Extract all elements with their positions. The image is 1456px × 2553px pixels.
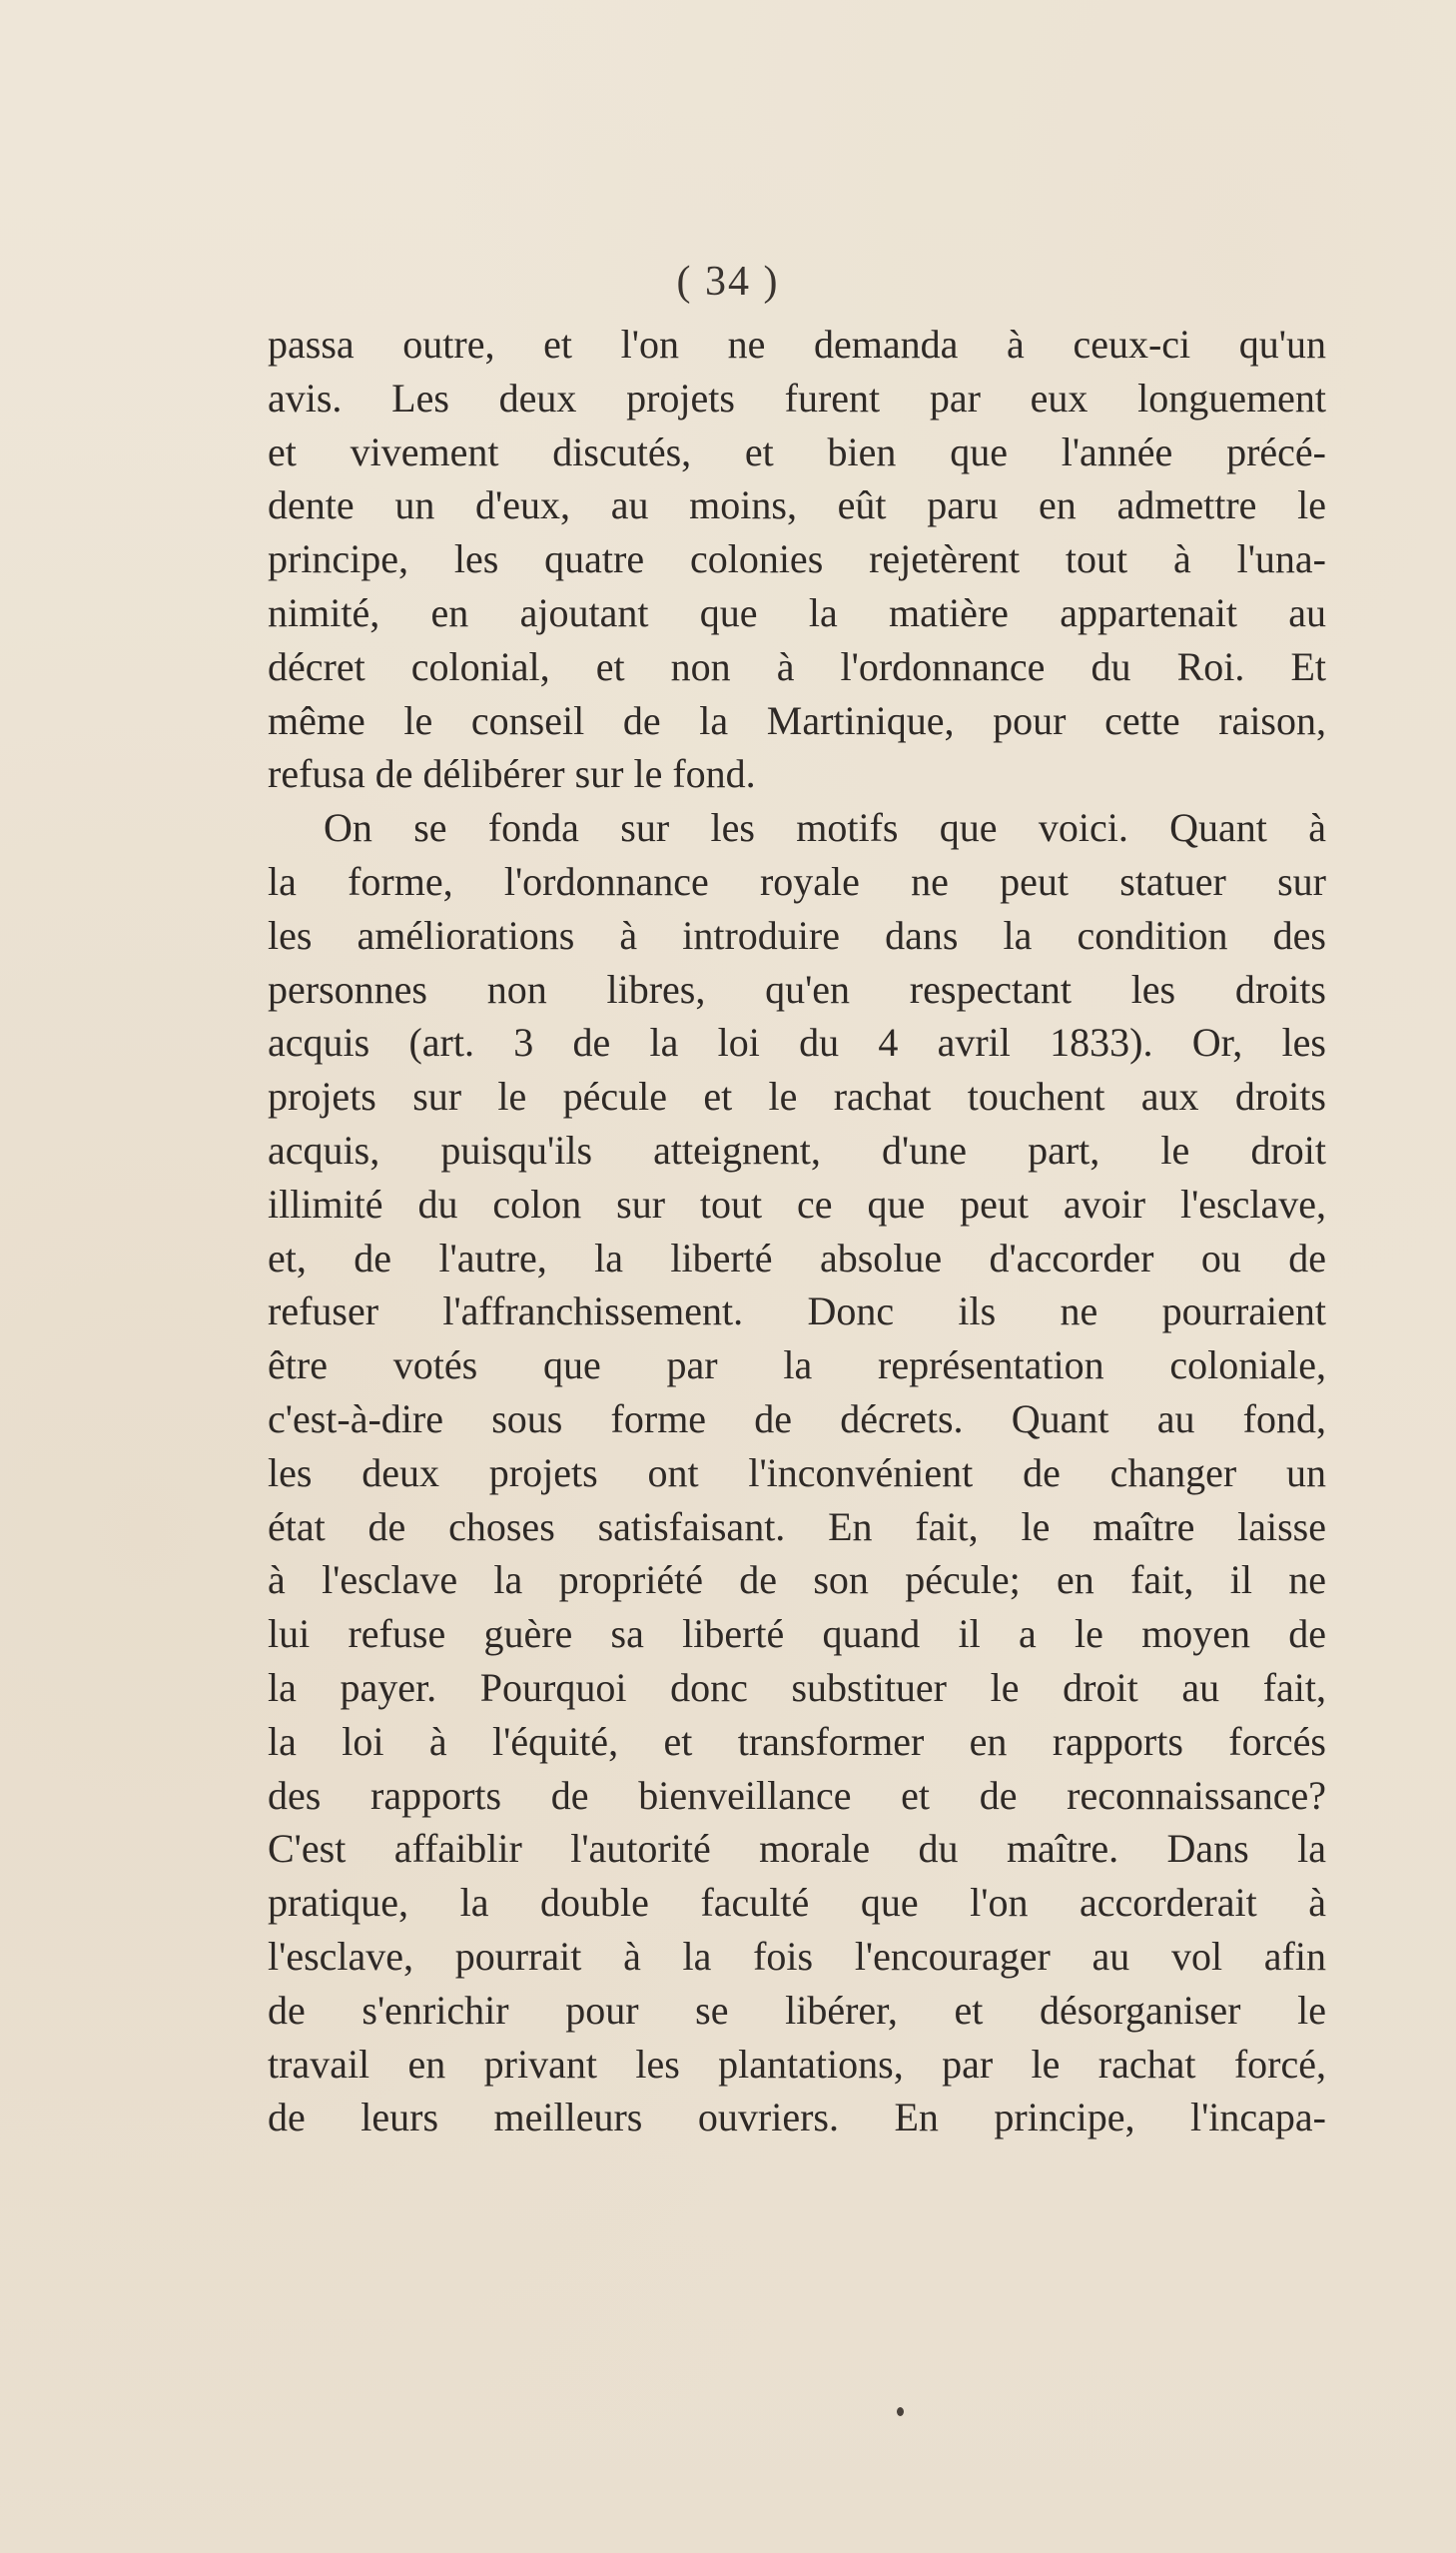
text-line: et, de l'autre, la liberté absolue d'accorder ou de xyxy=(268,1235,1326,1280)
text-line: refusa de délibérer sur le fond. xyxy=(268,751,756,797)
text-line: décret colonial, et non à l'ordonnance du Roi. Et xyxy=(268,643,1326,689)
text-line: refuser l'affranchissement. Donc ils ne pourraient xyxy=(268,1288,1326,1334)
text-line: à l'esclave la propriété de son pécule; en fait, il ne xyxy=(268,1557,1326,1603)
ink-speck xyxy=(897,2407,904,2416)
page-number: ( 34 ) xyxy=(676,259,780,305)
text-line: passa outre, et l'on ne demanda à ceux-ci qu'un xyxy=(268,322,1326,367)
text-line: être votés que par la représentation coloniale, xyxy=(268,1342,1326,1388)
text-line: de leurs meilleurs ouvriers. En principe, l'incapa- xyxy=(268,2095,1326,2140)
text-line: principe, les quatre colonies rejetèrent tout à l'una- xyxy=(268,536,1326,582)
text-line: la payer. Pourquoi donc substituer le droit au fait, xyxy=(268,1664,1326,1710)
text-line: la forme, l'ordonnance royale ne peut statuer sur xyxy=(268,858,1326,904)
text-line: acquis (art. 3 de la loi du 4 avril 1833). Or, les xyxy=(268,1020,1326,1066)
text-line: pratique, la double faculté que l'on accorderait à xyxy=(268,1880,1326,1926)
text-line: C'est affaiblir l'autorité morale du maître. Dans la xyxy=(268,1826,1326,1872)
text-line: travail en privant les plantations, par le rachat forcé, xyxy=(268,2041,1326,2087)
text-line: des rapports de bienveillance et de reconnaissance? xyxy=(268,1772,1326,1818)
text-line: les deux projets ont l'inconvénient de changer un xyxy=(268,1449,1326,1495)
text-line: projets sur le pécule et le rachat touchent aux droits xyxy=(268,1074,1326,1120)
text-line: lui refuse guère sa liberté quand il a le moyen de xyxy=(268,1611,1326,1657)
text-line: nimité, en ajoutant que la matière appartenait au xyxy=(268,589,1326,635)
text-line: même le conseil de la Martinique, pour cette raison, xyxy=(268,697,1326,743)
text-line: personnes non libres, qu'en respectant les droits xyxy=(268,966,1326,1012)
text-line: avis. Les deux projets furent par eux longuement xyxy=(268,375,1326,421)
text-line: dente un d'eux, au moins, eût paru en admettre le xyxy=(268,482,1326,528)
text-line: c'est-à-dire sous forme de décrets. Quant au fond, xyxy=(268,1395,1326,1441)
paragraph-start-line: On se fonda sur les motifs que voici. Quant à xyxy=(324,805,1326,851)
text-line: illimité du colon sur tout ce que peut avoir l'esclave, xyxy=(268,1181,1326,1227)
text-line: l'esclave, pourrait à la fois l'encourager au vol afin xyxy=(268,1933,1326,1979)
text-line: de s'enrichir pour se libérer, et désorganiser le xyxy=(268,1987,1326,2033)
text-line: et vivement discutés, et bien que l'année précé- xyxy=(268,428,1326,474)
text-line: acquis, puisqu'ils atteignent, d'une part, le droit xyxy=(268,1127,1326,1173)
text-line: état de choses satisfaisant. En fait, le maître laisse xyxy=(268,1503,1326,1549)
text-line: la loi à l'équité, et transformer en rapports forcés xyxy=(268,1718,1326,1764)
body-text xyxy=(268,318,1326,2144)
text-line: les améliorations à introduire dans la condition des xyxy=(268,912,1326,958)
